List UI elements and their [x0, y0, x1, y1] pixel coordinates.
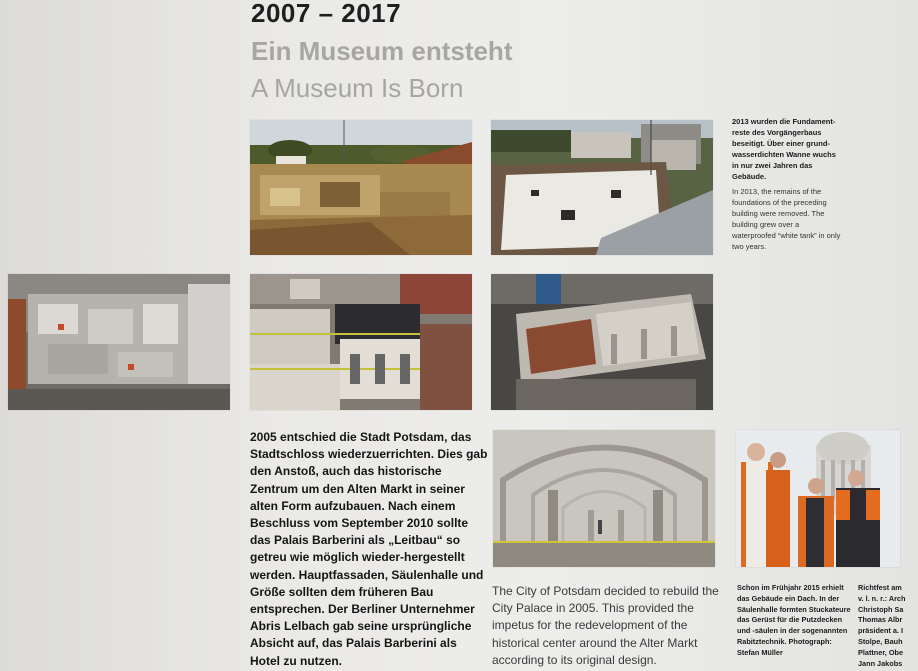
photo-white-tank: [491, 120, 713, 255]
title-german: Ein Museum entsteht: [251, 36, 513, 66]
photo-roof-structure: [491, 274, 713, 410]
photo-walls-construction: [8, 274, 230, 410]
caption-topping-out: Richtfest am v. l. n. r.: Arch Christoph Sa Thomas Albr präsident a. I Stolpe, Bauh Plattner, Obe Jann Jakobs: [858, 583, 906, 668]
photo-excavation: [250, 120, 472, 255]
caption-bottom-german: Schon im Frühjahr 2015 erhielt das Gebäude ein Dach. In der Säulenhalle formten Stuckateure das Gerüst für die Putzdecken und -säulen in der sogenannten Rabitztechnik. Photograph: Stefan Müller: [737, 583, 851, 657]
title-english: A Museum Is Born: [251, 73, 464, 103]
photo-column-hall: [493, 430, 715, 567]
caption-top-english: In 2013, the remains of the foundations of the preceding building were removed. The building grew over a waterproofed “white tank” in only two years.: [732, 187, 841, 251]
photo-topping-out-ceremony: [736, 430, 900, 567]
section-years: 2007 – 2017: [251, 0, 402, 28]
photo-scaffolding: [250, 274, 472, 410]
caption-top-german: 2013 wurden die Fundament-reste des Vorgängerbaus beseitigt. Über einer grund-wasserdichten Wanne wuchs in nur zwei Jahren das Gebäude.: [732, 117, 836, 181]
body-text-german: 2005 entschied die Stadt Potsdam, das Stadtschloss wiederzuerrichten. Dies gab den Anstoß, auch das historische Zentrum um den Alten Markt in seiner alten Form aufzubauen. Nach einem Beschluss vom September 2010 sollte das Palais Barberini als „Leitbau“ so getreu wie möglich wieder-hergestellt werden. Hauptfassaden, Säulenhalle und Größe sollten dem früheren Bau entsprechen. Der Berliner Unternehmer Abris Lelbach gab seine ursprüngliche Absicht auf, das Palais Barberini als Hotel zu nutzen.: [250, 430, 488, 668]
body-text-english: The City of Potsdam decided to rebuild the City Palace in 2005. This provided the impetus for the redevelopment of the historical center around the Alter Markt according to its original design.: [492, 584, 719, 667]
